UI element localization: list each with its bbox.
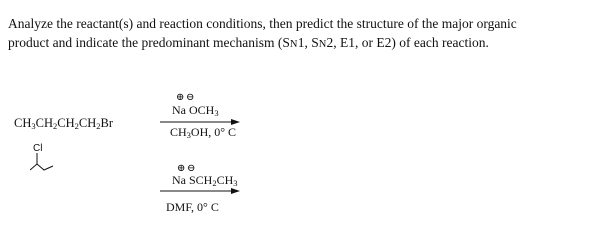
plus-charge-icon: ⊕	[176, 92, 185, 103]
sn1-subscript: N	[289, 39, 298, 50]
reagent-1-top: Na $OCH_3$	[172, 103, 219, 118]
sn1-number: 1, S	[297, 35, 319, 50]
reactant-2-skeletal-structure	[30, 142, 90, 182]
instructions-line2-prefix: product and indicate the predominant mechanism (S	[8, 35, 290, 50]
sn2-subscript: N	[318, 39, 327, 50]
reactant-1-formula: $CH_3CH_2CH_2CH_2Br$	[14, 116, 113, 131]
reagent-2-top: Na $SCH_2CH_3$	[172, 173, 238, 188]
chlorine-label: Cl	[33, 143, 43, 154]
reagent-1-bottom: $CH_3OH$, 0° C	[170, 125, 237, 140]
instructions-text	[8, 14, 593, 54]
minus-charge-icon-2: ⊖	[187, 163, 196, 174]
reaction-arrow-2	[160, 186, 240, 196]
minus-charge-icon: ⊖	[186, 92, 195, 103]
plus-charge-icon-2: ⊕	[177, 163, 186, 174]
instructions-line2-rest: 2, E1, or E2) of each reaction.	[326, 35, 489, 50]
instructions-line1: Analyze the reactant(s) and reaction conditions, then predict the structure of the major organic	[8, 16, 517, 31]
reagent-2-bottom: DMF, 0° C	[166, 200, 219, 214]
